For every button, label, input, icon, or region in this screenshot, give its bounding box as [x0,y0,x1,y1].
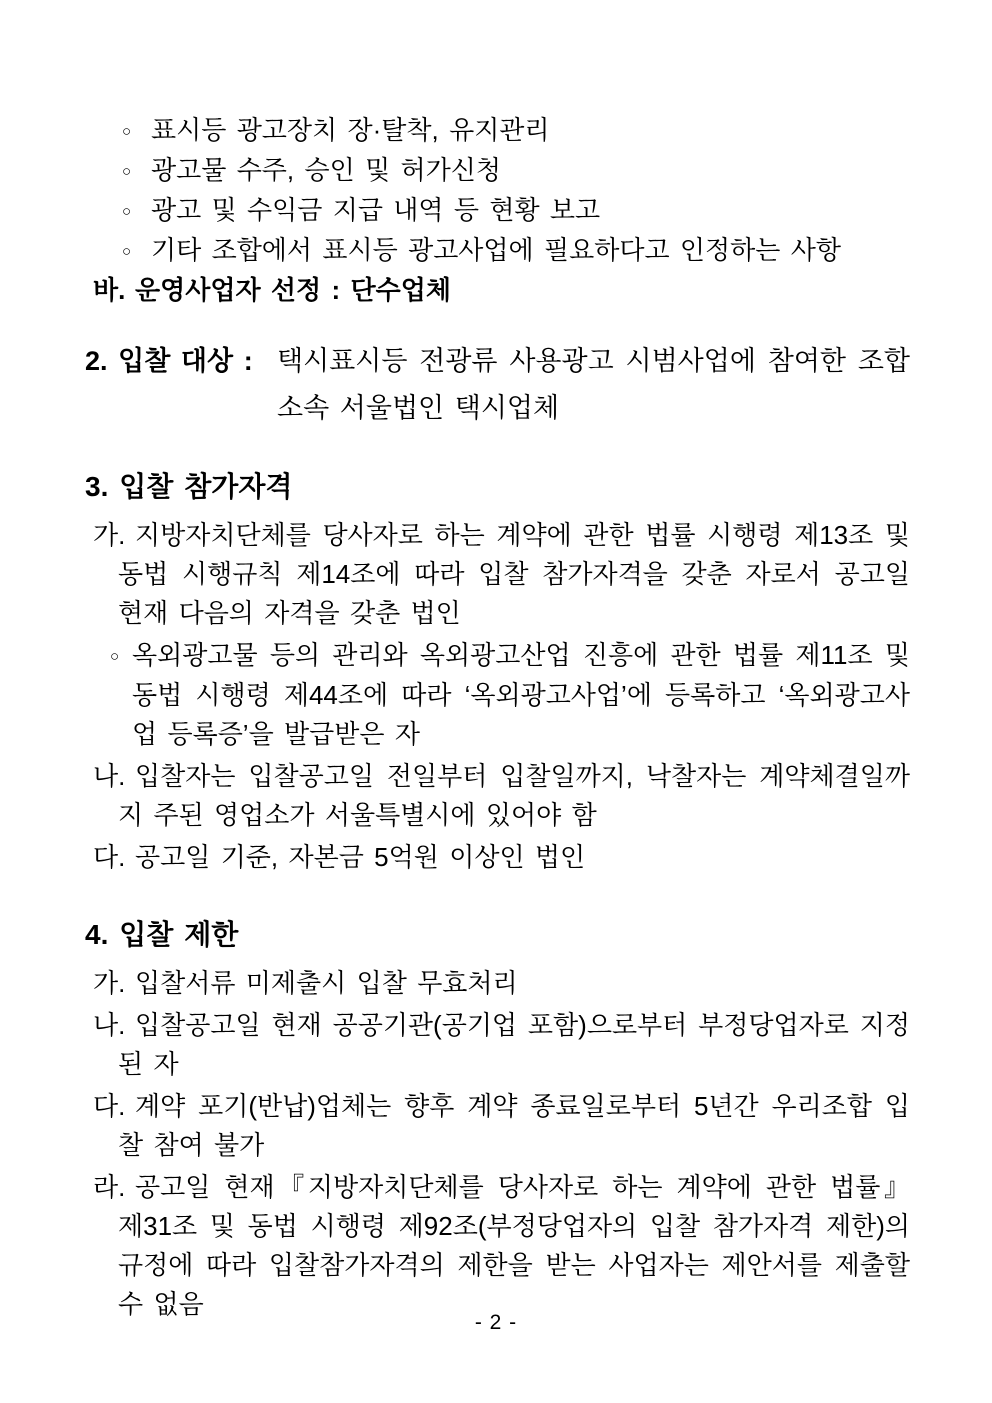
bullet-item [122,111,910,151]
circle-bullet-icon: ○ [110,648,120,665]
item-text: 옥외광고물 등의 관리와 옥외광고산업 진흥에 관한 법률 제11조 및 동법 시행령 제44조에 따라 ‘옥외광고사업’에 등록하고 ‘옥외광고사업 등록증’을 발급받은 자 [132,640,910,749]
item-marker: 바. [93,275,126,305]
document-content [85,0,910,1327]
list-item [93,964,910,1003]
section4-heading: 4. 입찰 제한 [85,919,239,950]
list-subitem [110,636,910,754]
section2-paragraph [85,338,910,432]
bullet-text: 표시등 광고장치 장·탈착, 유지관리 [151,115,550,145]
item-marker: 나. [93,761,126,791]
list-item-ba [93,271,910,309]
bullet-item [122,151,910,191]
item-text: 입찰공고일 현재 공공기관(공기업 포함)으로부터 부정당업자로 지정된 자 [118,1010,910,1079]
bullet-text: 광고물 수주, 승인 및 허가신청 [151,155,501,185]
item-marker: 다. [93,842,126,872]
item-marker: 라. [93,1172,126,1202]
circle-bullet-icon: ○ [122,243,132,260]
circle-bullet-icon: ○ [122,203,132,220]
list-item [93,757,910,835]
circle-bullet-icon: ○ [122,163,132,180]
item-text: 입찰서류 미제출시 입찰 무효처리 [135,968,518,998]
page-number: - 2 - [474,1311,518,1334]
item-text: 지방자치단체를 당사자로 하는 계약에 관한 법률 시행령 제13조 및 동법 시행규칙 제14조에 따라 입찰 참가자격을 갖춘 자로서 공고일 현재 다음의 자격을 갖춘 법인 [118,520,910,628]
list-item [93,516,910,633]
list-item [93,1168,910,1324]
bullet-text: 기타 조합에서 표시등 광고사업에 필요하다고 인정하는 사항 [151,235,841,265]
item-text: 운영사업자 선정 : 단수업체 [135,275,451,305]
list-item [93,1087,910,1165]
item-text: 계약 포기(반납)업체는 향후 계약 종료일로부터 5년간 우리조합 입찰 참여 불가 [118,1091,910,1160]
bullet-item [122,191,910,231]
section3-heading: 3. 입찰 참가자격 [85,471,293,502]
item-marker: 다. [93,1091,126,1121]
list-item [93,1006,910,1084]
bullet-text: 광고 및 수익금 지급 내역 등 현황 보고 [151,195,601,225]
bullet-item [122,231,910,271]
section2-body: 택시표시등 전광류 사용광고 시범사업에 참여한 조합 소속 서울법인 택시업체 [277,346,910,423]
circle-bullet-icon: ○ [122,123,132,140]
item-text: 입찰자는 입찰공고일 전일부터 입찰일까지, 낙찰자는 계약체결일까지 주된 영업소가 서울특별시에 있어야 함 [118,761,910,830]
item-marker: 가. [93,968,126,998]
intro-bullet-list [85,111,910,271]
list-item [93,838,910,877]
item-marker: 나. [93,1010,126,1040]
item-text: 공고일 현재『지방자치단체를 당사자로 하는 계약에 관한 법률』 제31조 및 동법 시행령 제92조(부정당업자의 입찰 참가자격 제한)의 규정에 따라 입찰참가자격의 제한을 받는 사업자는 제안서를 제출할 수 없음 [118,1172,910,1319]
item-marker: 가. [93,520,126,550]
section2-heading: 2. 입찰 대상 : [85,346,253,376]
item-text: 공고일 기준, 자본금 5억원 이상인 법인 [135,842,586,872]
